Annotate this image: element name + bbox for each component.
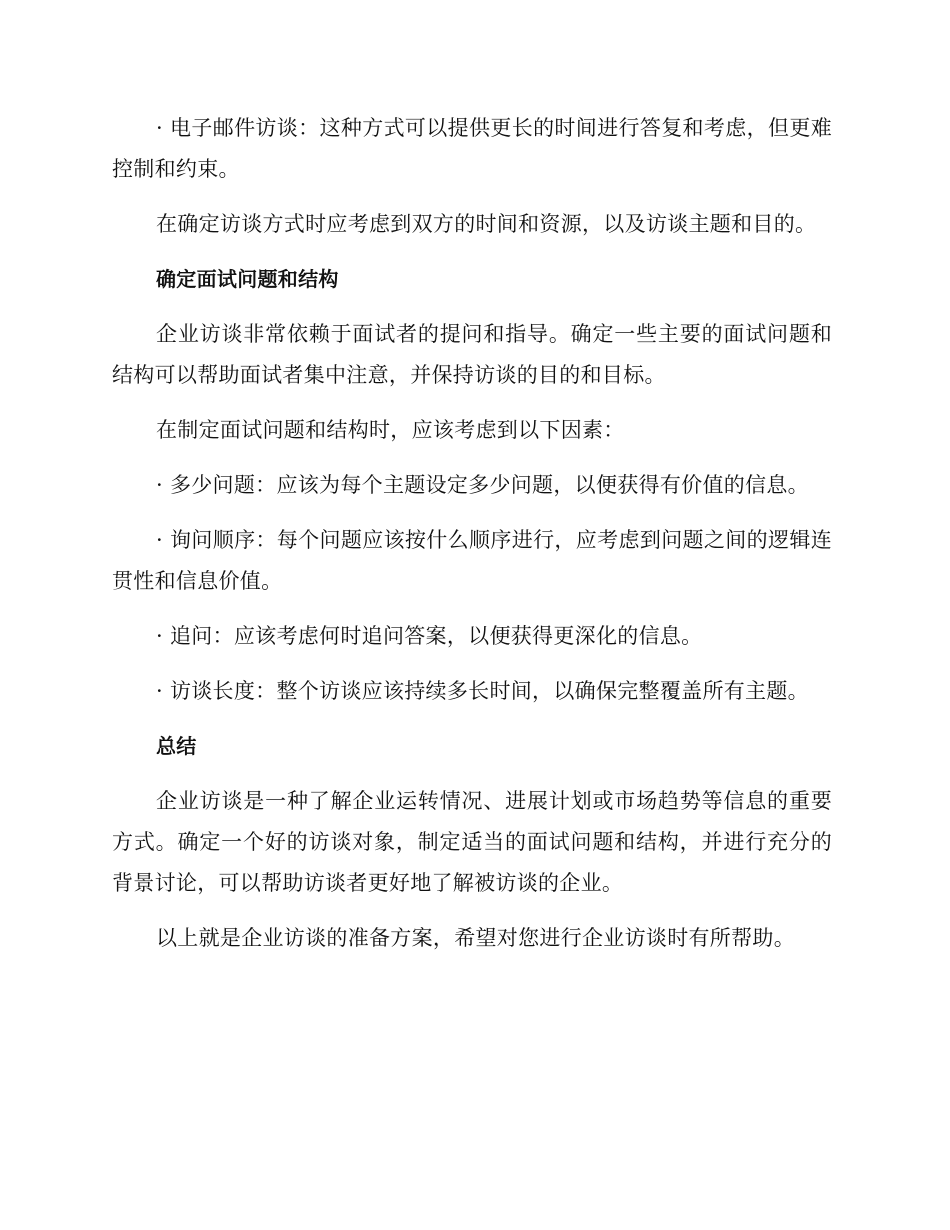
paragraph-factors-lead: 在制定面试问题和结构时，应该考虑到以下因素： [156,418,625,442]
paragraph-questions-intro: 企业访谈非常依赖于面试者的提问和指导。确定一些主要的面试问题和结构可以帮助面试者集中注意，并保持访谈的目的和目标。 [112,322,832,387]
section-heading-summary: 总结 [156,734,197,758]
document-body [112,108,832,973]
bullet-email-interview: · 电子邮件访谈：这种方式可以提供更长的时间进行答复和考虑，但更难控制和约束。 [112,116,832,181]
paragraph-summary: 企业访谈是一种了解企业运转情况、进展计划或市场趋势等信息的重要方式。确定一个好的访谈对象，制定适当的面试问题和结构，并进行充分的背景讨论，可以帮助访谈者更好地了解被访谈的企业。 [112,789,832,895]
paragraph-closing: 以上就是企业访谈的准备方案，希望对您进行企业访谈时有所帮助。 [156,926,795,950]
section-heading-questions: 确定面试问题和结构 [156,267,339,291]
paragraph-interview-method-note: 在确定访谈方式时应考虑到双方的时间和资源，以及访谈主题和目的。 [156,212,817,236]
bullet-question-count: · 多少问题：应该为每个主题设定多少问题，以便获得有价值的信息。 [156,473,809,497]
bullet-interview-length: · 访谈长度：整个访谈应该持续多长时间，以确保完整覆盖所有主题。 [156,679,809,703]
bullet-question-order: · 询问顺序：每个问题应该按什么顺序进行，应考虑到问题之间的逻辑连贯性和信息价值。 [112,528,832,593]
bullet-follow-up: · 追问：应该考虑何时追问答案，以便获得更深化的信息。 [156,624,703,648]
